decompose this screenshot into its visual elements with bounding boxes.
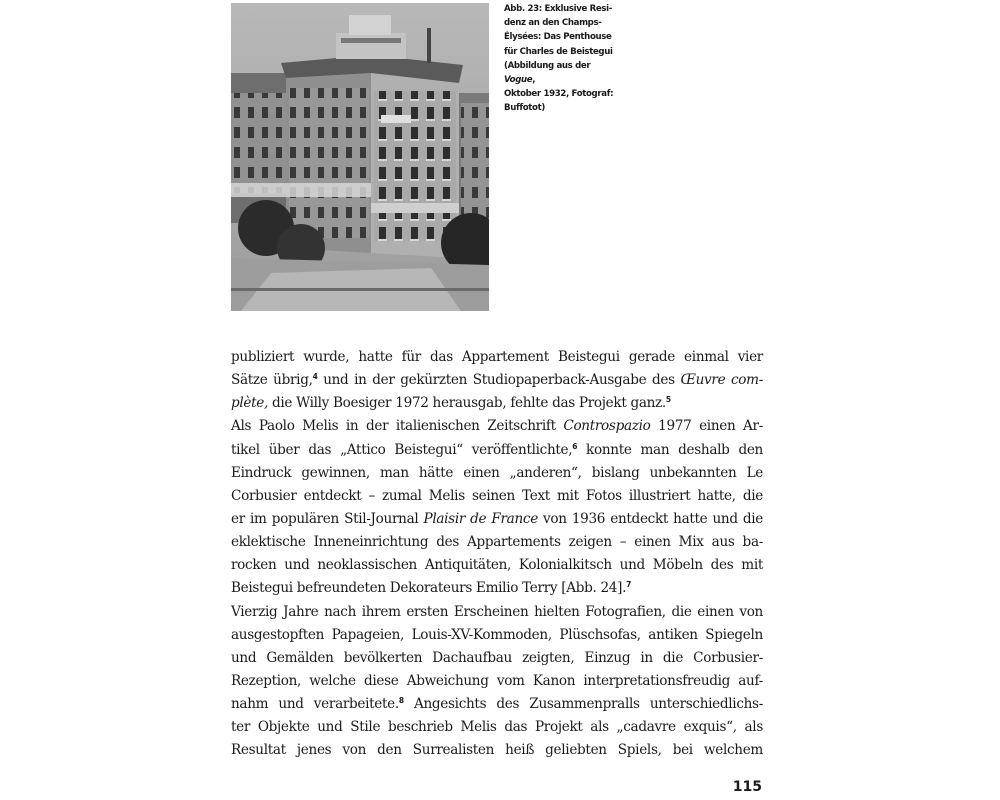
text-line xyxy=(231,577,763,600)
text-line xyxy=(231,462,763,485)
text-run: Sätze übrig, xyxy=(231,372,313,389)
caption-line: (Abbildung aus der xyxy=(504,60,591,71)
footnote-ref-4[interactable]: 4 xyxy=(312,372,318,382)
text-run: und Gemälden bevölkerten Dachaufbau zeigten, Einzug in die Corbusier- xyxy=(231,649,763,666)
italic-title: Controspazio xyxy=(563,418,651,435)
text-run: er im populären Stil-Journal xyxy=(231,510,424,527)
text-line xyxy=(231,439,763,462)
caption-line: Abb. 23: Exklusive Resi- xyxy=(504,4,612,14)
footnote-ref-8[interactable]: 8 xyxy=(398,696,404,706)
text-run: eklektische Inneneinrichtung des Appartements zeigen – einen Mix aus ba- xyxy=(231,534,763,551)
text-run: nahm und verarbeitete. xyxy=(231,696,399,713)
text-line xyxy=(231,369,763,392)
text-line xyxy=(231,415,763,438)
text-run: Rezeption, welche diese Abweichung vom Kanon interpretationsfreudig auf- xyxy=(231,672,763,689)
text-line xyxy=(231,670,763,693)
text-run: publiziert wurde, hatte für das Appartement Beistegui gerade einmal vier xyxy=(231,349,763,365)
text-run: von 1936 entdeckt hatte und die xyxy=(537,510,763,527)
text-line xyxy=(231,508,763,531)
caption-line: denz an den Champs- xyxy=(504,18,602,29)
text-line xyxy=(231,554,763,577)
text-line xyxy=(231,485,763,508)
caption-line: Oktober 1932, Fotograf: xyxy=(504,89,614,100)
text-run: Resultat jenes von den Surrealisten heiß geliebten Spiels, bei welchem xyxy=(231,742,763,759)
figure-photo-building xyxy=(231,3,489,311)
caption-italic-title: Vogue xyxy=(504,75,533,86)
italic-title: Plaisir de France xyxy=(423,510,538,527)
italic-title: plète, xyxy=(231,395,269,412)
text-run: Corbusier entdeckt – zumal Melis seinen Text mit Fotos illustriert hatte, die xyxy=(231,487,763,504)
text-run: konnte man deshalb den xyxy=(577,441,763,458)
text-run: Als Paolo Melis in der italienischen Zeitschrift xyxy=(231,418,564,435)
text-run: rocken und neoklassischen Antiquitäten, Kolonialkitsch und Möbeln des mit xyxy=(231,557,763,574)
caption-line: Élysées: Das Penthouse xyxy=(504,32,612,43)
text-run: 1977 einen Ar- xyxy=(650,418,763,435)
text-line xyxy=(231,346,763,369)
text-run: ter Objekte und Stile beschrieb Melis das Projekt als „cadavre exquis“, als xyxy=(231,719,763,736)
text-line xyxy=(231,624,763,647)
text-line xyxy=(231,716,763,739)
text-line xyxy=(231,531,763,554)
text-run: tikel über das „Attico Beistegui“ veröffentlichte, xyxy=(231,441,573,458)
text-line xyxy=(231,693,763,716)
text-line xyxy=(231,601,763,624)
figure-caption xyxy=(504,2,616,116)
text-run: ausgestopften Papageien, Louis-XV-Kommoden, Plüschsofas, antiken Spiegeln xyxy=(231,626,763,643)
caption-line: , xyxy=(532,75,536,86)
text-run: Angesichts des Zusammenpralls unterschiedlichs- xyxy=(403,696,763,713)
footnote-ref-7[interactable]: 7 xyxy=(626,580,632,590)
caption-line: für Charles de Beistegui xyxy=(504,46,613,57)
text-line xyxy=(231,392,763,415)
page-number: 115 xyxy=(732,779,762,795)
footnote-ref-5[interactable]: 5 xyxy=(665,395,671,405)
text-run: Eindruck gewinnen, man hätte einen „anderen“, bislang unbekannten Le xyxy=(231,464,763,481)
text-run: und in der gekürzten Studiopaperback-Ausgabe des xyxy=(317,372,681,389)
body-text xyxy=(231,346,763,763)
text-run: Beistegui befreundeten Dekorateurs Emilio Terry [Abb. 24]. xyxy=(231,580,627,597)
footnote-ref-6[interactable]: 6 xyxy=(572,441,578,451)
caption-line: Buffotot) xyxy=(504,103,545,114)
italic-title: Œuvre com- xyxy=(680,372,763,389)
text-line xyxy=(231,739,763,762)
text-run: Vierzig Jahre nach ihrem ersten Erscheinen hielten Fotografien, die einen von xyxy=(231,603,763,620)
text-run: die Willy Boesiger 1972 herausgab, fehlte das Projekt ganz. xyxy=(268,395,666,412)
text-line xyxy=(231,647,763,670)
